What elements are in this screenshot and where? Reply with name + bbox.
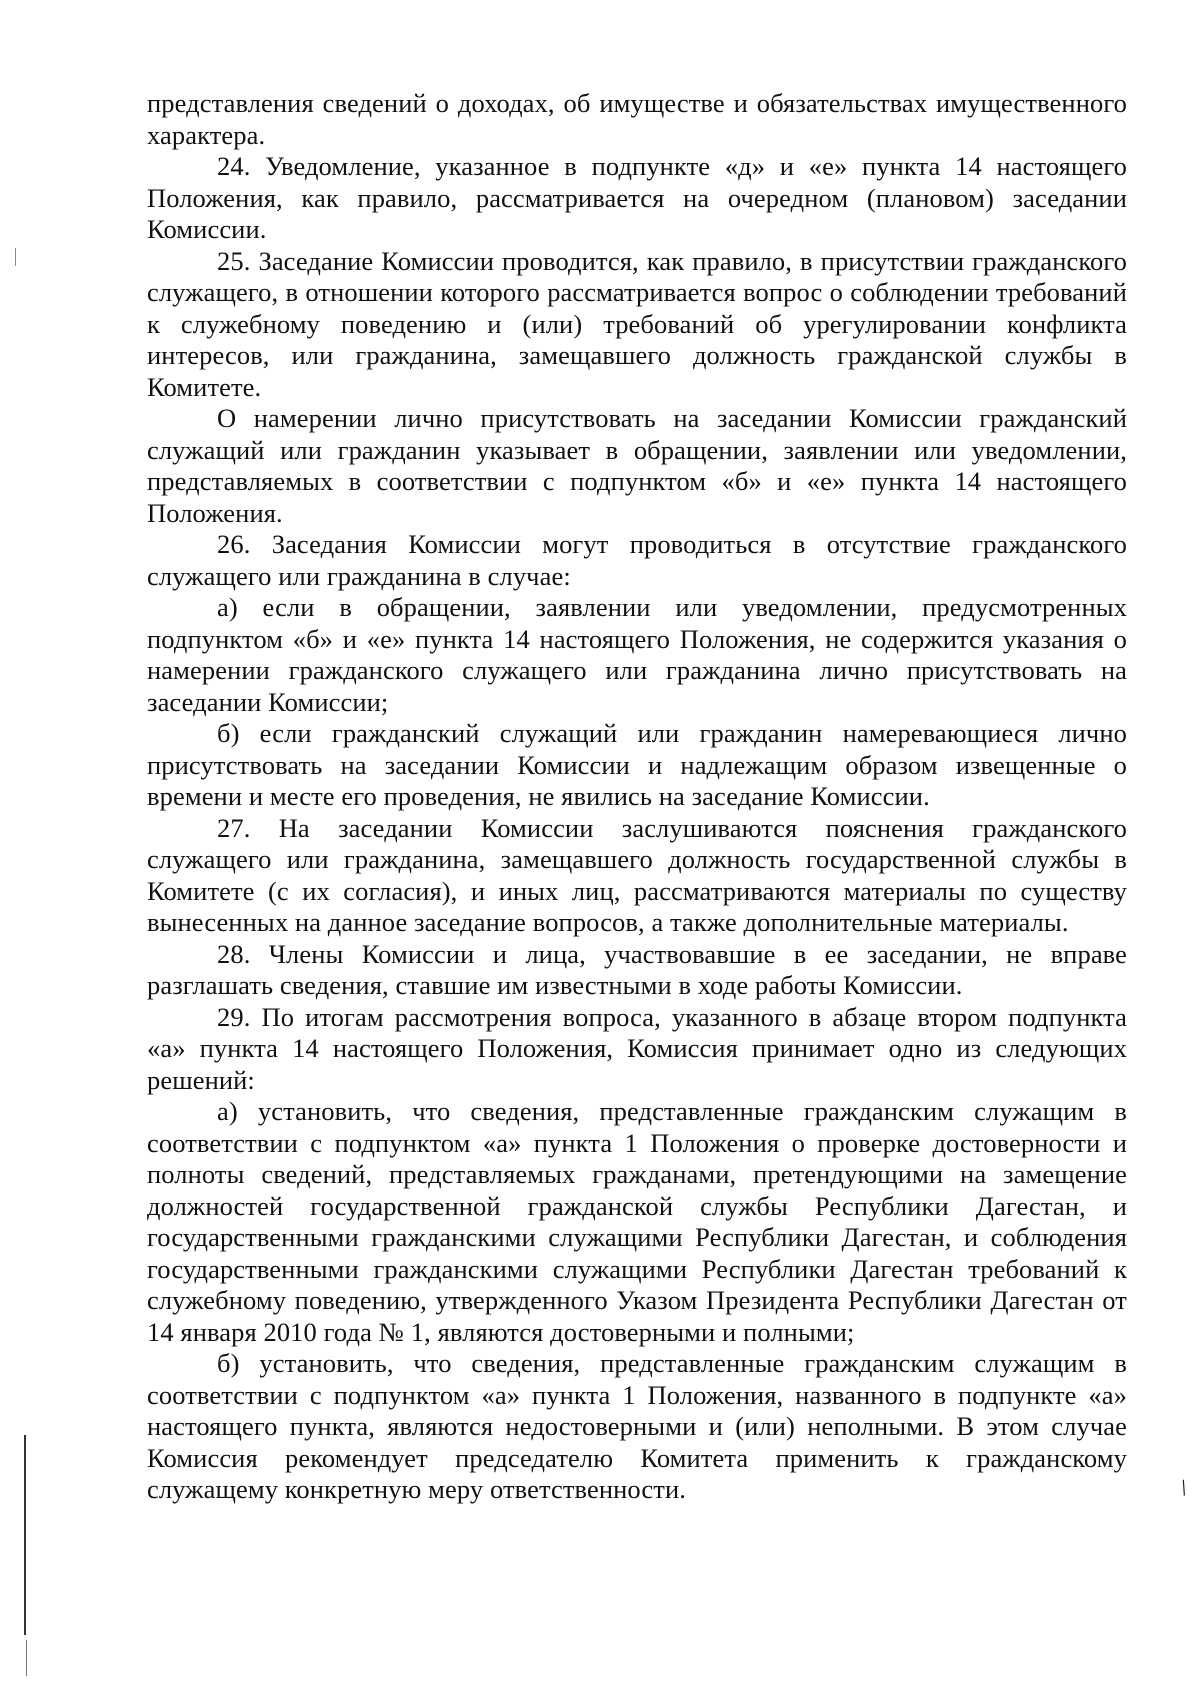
paragraph-26: 26. Заседания Комиссии могут проводиться в отсутствие гражданского служащего или гражданина в случае:	[147, 529, 1127, 591]
scan-edge-faint	[26, 1640, 27, 1676]
scan-edge-tick	[15, 248, 16, 266]
paragraph-25: 25. Заседание Комиссии проводится, как правило, в присутствии гражданского служащего, в отношении которого рассматривается вопрос о соблюдении требований к служебному поведению и (или) требований об урегулировании конфликта интересов, или гражданина, замещавшего должность гражданской службы в Комитете.	[147, 245, 1127, 402]
paragraph-28: 28. Члены Комиссии и лица, участвовавшие в ее заседании, не вправе разглашать сведения, ставшие им известными в ходе работы Комиссии.	[147, 938, 1127, 1000]
paragraph-24: 24. Уведомление, указанное в подпункте «д» и «е» пункта 14 настоящего Положения, как правило, рассматривается на очередном (плановом) заседании Комиссии.	[147, 151, 1127, 244]
scan-speck-mark: ⁄	[1177, 1479, 1192, 1498]
paragraph-26-a: а) если в обращении, заявлении или уведомлении, предусмотренных подпунктом «б» и «е» пункта 14 настоящего Положения, не содержится указания о намерении гражданского служащего или гражданина лично присутствовать на заседании Комиссии;	[147, 592, 1127, 717]
paragraph-26-b: б) если гражданский служащий или гражданин намеревающиеся лично присутствовать на заседании Комиссии и надлежащим образом извещенные о времени и месте его проведения, не явились на заседание Комиссии.	[147, 718, 1127, 811]
scan-edge-line	[24, 1435, 26, 1635]
paragraph-29-a: а) установить, что сведения, представленные гражданским служащим в соответствии с подпунктом «а» пункта 1 Положения о проверке достоверности и полноты сведений, представляемых гражданами, претендующими на замещение должностей государственной гражданской службы Республики Дагестан, и государственными гражданскими служащими Республики Дагестан, и соблюдения государственными гражданскими служащими Республики Дагестан требований к служебному поведению, утвержденного Указом Президента Республики Дагестан от 14 января 2010 года № 1, являются достоверными и полными;	[147, 1096, 1127, 1347]
document-body	[147, 88, 1127, 1506]
paragraph-29: 29. По итогам рассмотрения вопроса, указанного в абзаце втором подпункта «а» пункта 14 настоящего Положения, Комиссия принимает одно из следующих решений:	[147, 1001, 1127, 1095]
paragraph-27: 27. На заседании Комиссии заслушиваются пояснения гражданского служащего или гражданина, замещавшего должность государственной службы в Комитете (с их согласия), и иных лиц, рассматриваются материалы по существу вынесенных на данное заседание вопросов, а также дополнительные материалы.	[147, 812, 1127, 937]
paragraph-25-intent: О намерении лично присутствовать на заседании Комиссии гражданский служащий или гражданин указывает в обращении, заявлении или уведомлении, представляемых в соответствии с подпунктом «б» и «е» пункта 14 настоящего Положения.	[147, 403, 1127, 528]
paragraph-continuation: представления сведений о доходах, об имуществе и обязательствах имущественного характера.	[147, 88, 1127, 150]
paragraph-29-b: б) установить, что сведения, представленные гражданским служащим в соответствии с подпунктом «а» пункта 1 Положения, названного в подпункте «а» настоящего пункта, являются недостоверными и (или) неполными. В этом случае Комиссия рекомендует председателю Комитета применить к гражданскому служащему конкретную меру ответственности.	[147, 1348, 1127, 1504]
